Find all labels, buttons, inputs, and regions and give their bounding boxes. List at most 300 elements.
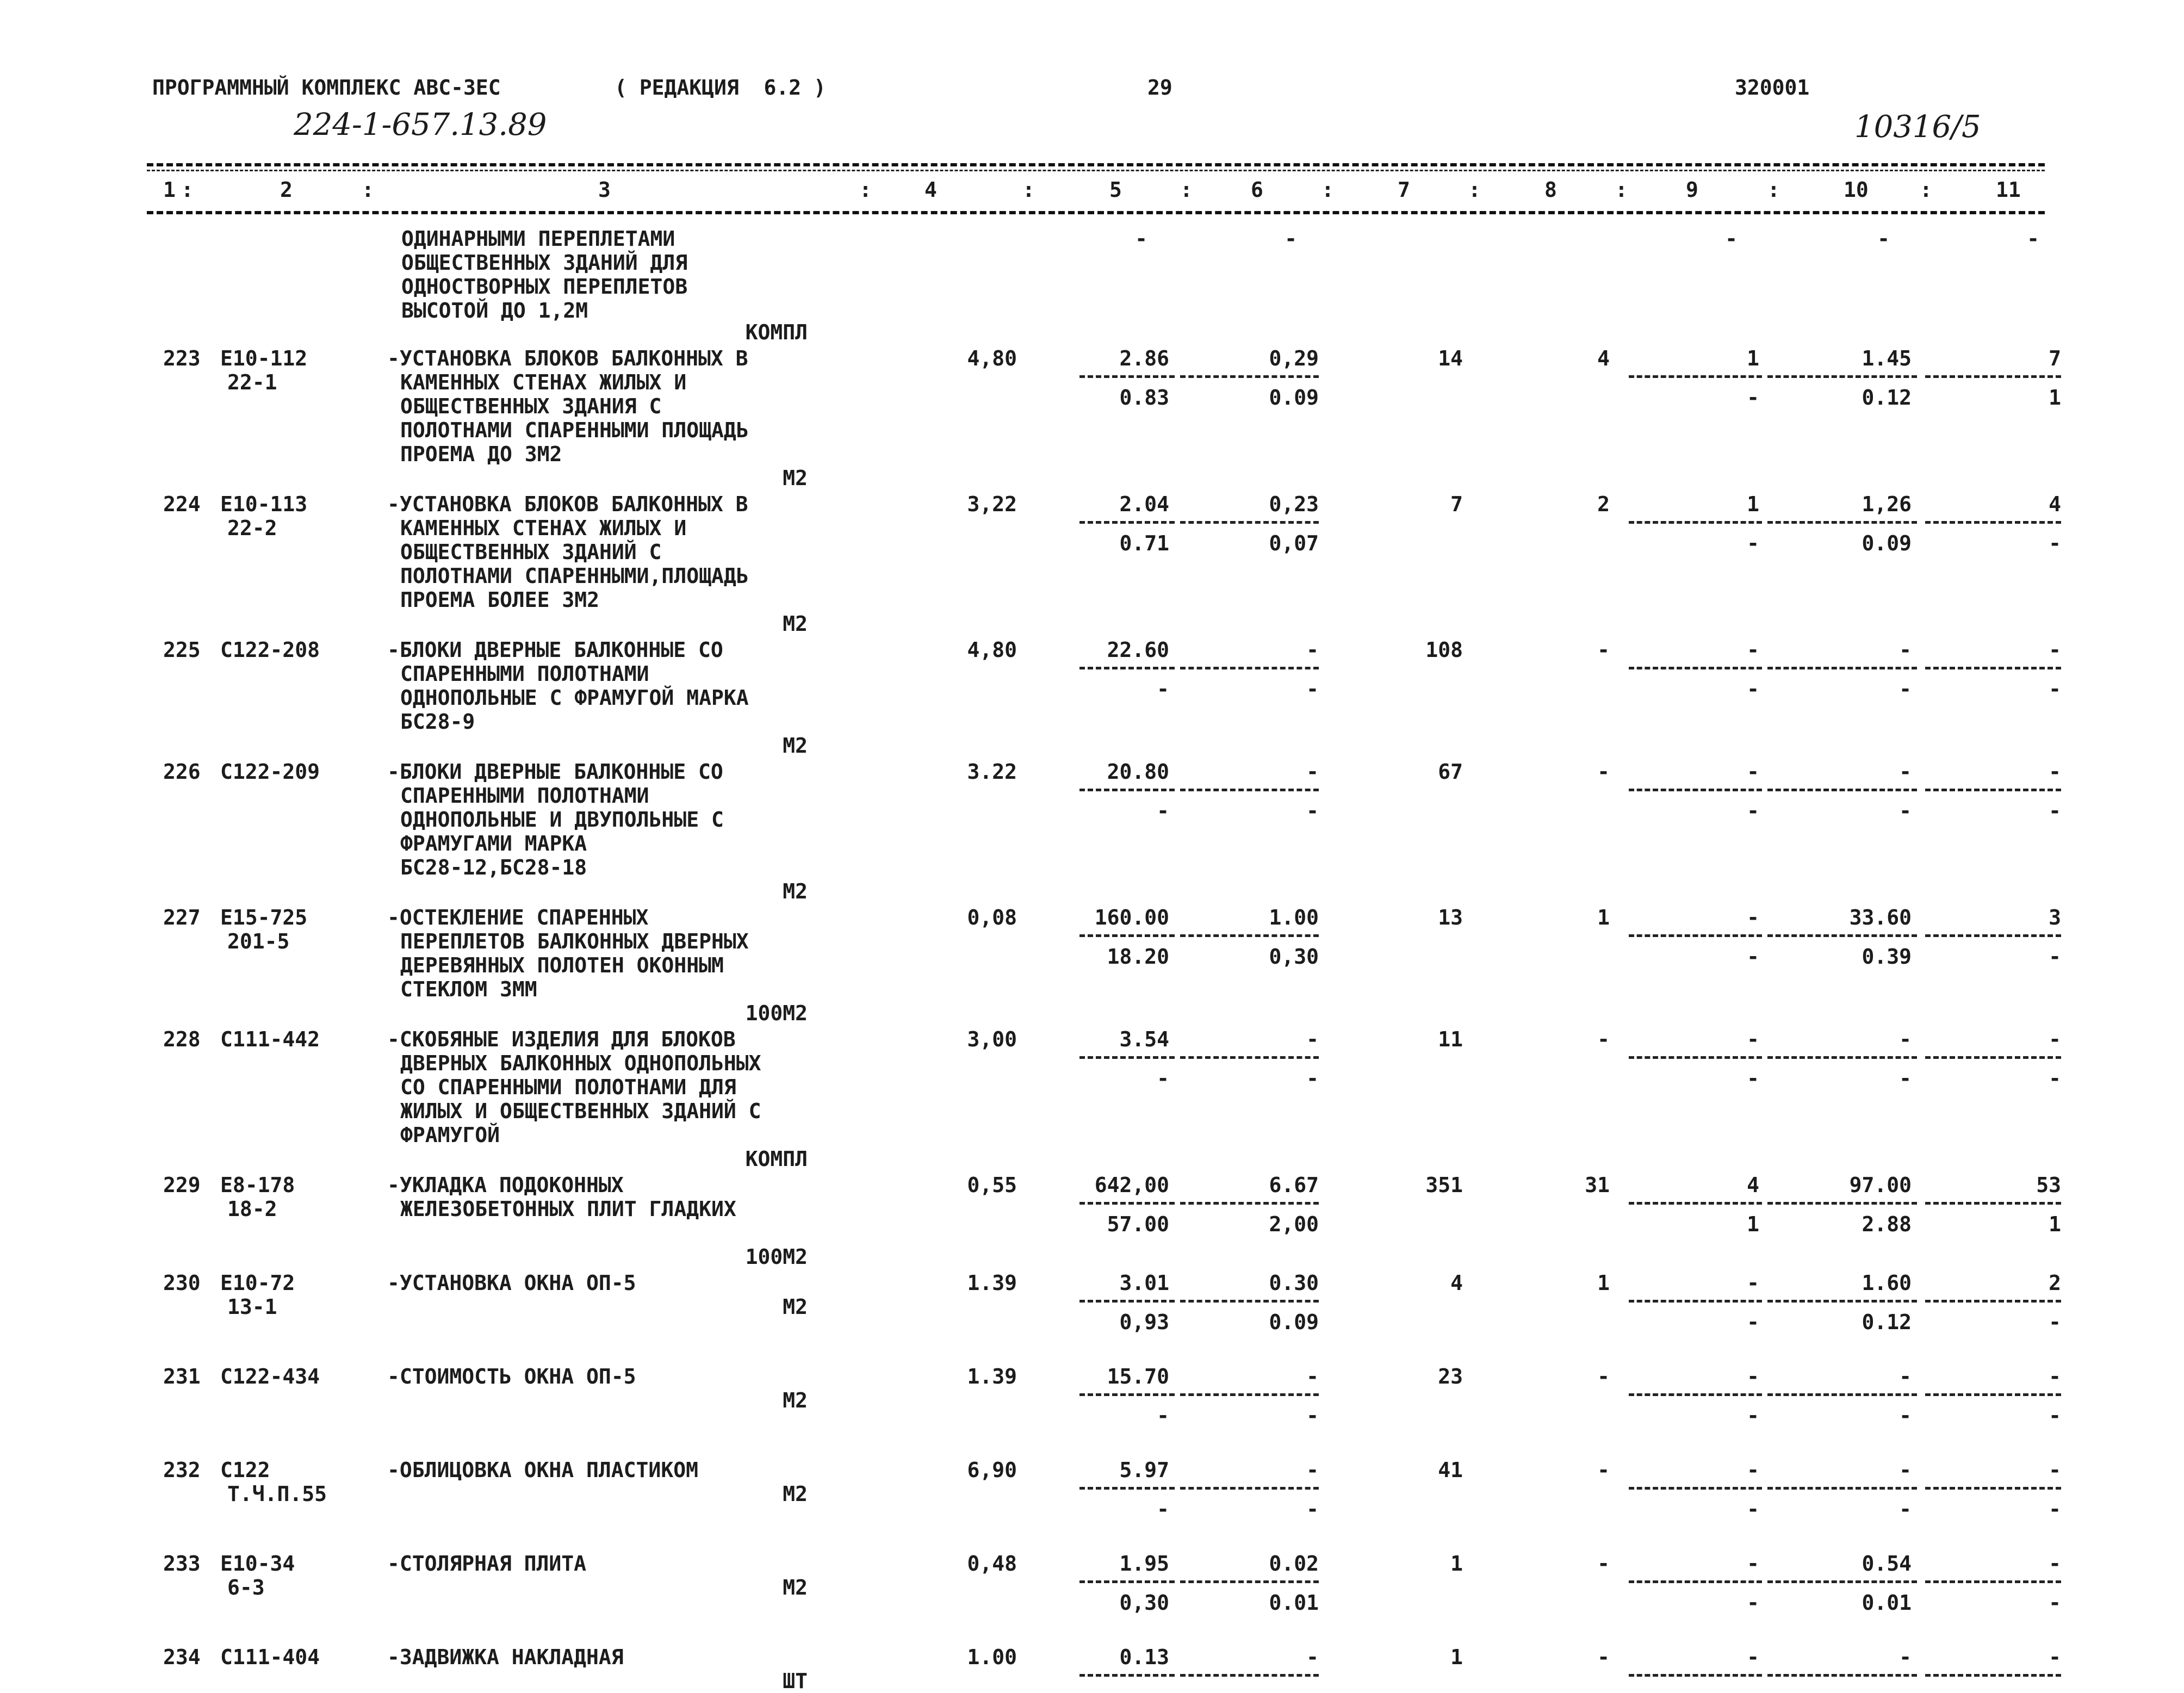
value-col-10b: - xyxy=(1899,677,1912,701)
row-number: 232 xyxy=(163,1458,201,1482)
fraction-line xyxy=(1767,1674,1917,1677)
fraction-line xyxy=(1629,1300,1762,1303)
value-col-4: 0,55 xyxy=(967,1173,1017,1197)
fraction-line xyxy=(1629,1674,1762,1677)
value-col-4: 1.39 xyxy=(967,1271,1017,1295)
row-number: 228 xyxy=(163,1027,201,1051)
fraction-line xyxy=(1180,1056,1319,1059)
description-line: ФРАМУГАМИ МАРКА xyxy=(400,832,587,855)
value-col-9b: - xyxy=(1747,531,1759,555)
description-line: -ОБЛИЦОВКА ОКНА ПЛАСТИКОМ xyxy=(387,1458,698,1482)
value-col-10: 33.60 xyxy=(1849,906,1912,929)
fraction-line xyxy=(1629,789,1762,791)
description-line: ПЕРЕПЛЕТОВ БАЛКОННЫХ ДВЕРНЫХ xyxy=(400,929,749,953)
column-separator: : xyxy=(1321,178,1334,202)
value-col-10: - xyxy=(1899,1458,1912,1482)
value-col-10b: 0.12 xyxy=(1862,386,1912,410)
value-col-8: - xyxy=(1597,1365,1610,1388)
fraction-line xyxy=(1079,375,1175,378)
value-col-9: - xyxy=(1747,638,1759,662)
fraction-line xyxy=(1079,667,1175,669)
value-col-6: 0,23 xyxy=(1269,492,1319,516)
rate-code-sub: 201-5 xyxy=(227,929,290,953)
rate-code: С122-208 xyxy=(220,638,320,662)
value-col-8: - xyxy=(1597,1552,1610,1576)
value-col-5: 2.86 xyxy=(1119,346,1169,370)
fraction-line xyxy=(1629,667,1762,669)
value-col-7: 4 xyxy=(1450,1271,1463,1295)
description-line: -ЗАДВИЖКА НАКЛАДНАЯ xyxy=(387,1645,624,1669)
value-col-6: - xyxy=(1306,1458,1319,1482)
unit-label: М2 xyxy=(783,1388,808,1412)
unit-label: М2 xyxy=(783,466,808,490)
value-col-5: 22.60 xyxy=(1107,638,1169,662)
value-col-11b: - xyxy=(2049,945,2061,969)
value-col-11: - xyxy=(2049,1365,2061,1388)
unit-label: М2 xyxy=(783,1576,808,1599)
value-col-6: - xyxy=(1306,1365,1319,1388)
unit-label: ШТ xyxy=(783,1669,808,1693)
column-number-5: 5 xyxy=(1109,178,1122,202)
value-col-6: 0.02 xyxy=(1269,1552,1319,1576)
top-rule-2 xyxy=(147,170,2045,171)
column-separator: : xyxy=(362,178,374,202)
value-col-4: 4,80 xyxy=(967,346,1017,370)
value-col-5b: - xyxy=(1157,677,1169,701)
value-col-9b: - xyxy=(1747,1497,1759,1521)
value-col-6b: 0.09 xyxy=(1269,386,1319,410)
value-col-5: 20.80 xyxy=(1107,760,1169,784)
value-col-9b: - xyxy=(1747,1310,1759,1334)
fraction-line xyxy=(1767,1487,1917,1490)
value-col-4: 4,80 xyxy=(967,638,1017,662)
fraction-line xyxy=(1079,789,1175,791)
value-col-6b: 0.01 xyxy=(1269,1591,1319,1615)
value-col-5b: - xyxy=(1157,1404,1169,1428)
fraction-line xyxy=(1767,1300,1917,1303)
column-separator: : xyxy=(1920,178,1932,202)
description-line: ОБЩЕСТВЕННЫХ ЗДАНИЯ С xyxy=(400,394,662,418)
value-col-5: 3.54 xyxy=(1119,1027,1169,1051)
value-col-11: - xyxy=(2049,760,2061,784)
rate-code-sub: 22-1 xyxy=(227,370,277,394)
value-col-10b: 2.88 xyxy=(1862,1212,1912,1236)
unit-label: 100М2 xyxy=(745,1001,808,1025)
value-col-10: 1,26 xyxy=(1862,492,1912,516)
value-col-7: 7 xyxy=(1450,492,1463,516)
value-col-11b: - xyxy=(2049,1310,2061,1334)
rate-code: Е15-725 xyxy=(220,906,308,929)
value-col-9b: - xyxy=(1747,677,1759,701)
description-line: -БЛОКИ ДВЕРНЫЕ БАЛКОННЫЕ СО xyxy=(387,638,723,662)
description-line: -УКЛАДКА ПОДОКОННЫХ xyxy=(387,1173,624,1197)
fraction-line xyxy=(1180,934,1319,937)
fraction-line xyxy=(1079,1202,1175,1205)
description-line: ПОЛОТНАМИ СПАРЕННЫМИ ПЛОЩАДЬ xyxy=(400,418,749,442)
value-col-8: 1 xyxy=(1597,906,1610,929)
fraction-line xyxy=(1629,1487,1762,1490)
column-separator: : xyxy=(1468,178,1481,202)
value-col-10: 97.00 xyxy=(1849,1173,1912,1197)
fraction-line xyxy=(1180,1202,1319,1205)
unit-label: М2 xyxy=(783,879,808,903)
fraction-line xyxy=(1629,1580,1762,1583)
description-line: ОДИНАРНЫМИ ПЕРЕПЛЕТАМИ xyxy=(401,227,675,251)
value-col-5b: 57.00 xyxy=(1107,1212,1169,1236)
value-col-9b: - xyxy=(1747,945,1759,969)
column-separator: : xyxy=(1615,178,1628,202)
fraction-line xyxy=(1079,1056,1175,1059)
fraction-line xyxy=(1079,1487,1175,1490)
value-col-9: - xyxy=(1747,760,1759,784)
description-line: ЖЕЛЕЗОБЕТОННЫХ ПЛИТ ГЛАДКИХ xyxy=(400,1197,736,1221)
value-col-5: 15.70 xyxy=(1107,1365,1169,1388)
description-line: ДЕРЕВЯННЫХ ПОЛОТЕН ОКОННЫМ xyxy=(400,953,724,977)
fraction-line xyxy=(1925,1674,2061,1677)
header-rule xyxy=(147,211,2045,214)
description-line: -УСТАНОВКА ОКНА ОП-5 xyxy=(387,1271,636,1295)
value-col-5: 2.04 xyxy=(1119,492,1169,516)
value-col-11: - xyxy=(2049,1027,2061,1051)
value-col-11: - xyxy=(2049,1645,2061,1669)
column-number-10: 10 xyxy=(1844,178,1869,202)
value-col-5b: - xyxy=(1157,1066,1169,1090)
description-line: ОБЩЕСТВЕННЫХ ЗДАНИЙ ДЛЯ xyxy=(401,251,688,275)
value-col-5b: - xyxy=(1157,799,1169,823)
value-col-5: 0.13 xyxy=(1119,1645,1169,1669)
fraction-line xyxy=(1180,521,1319,524)
fraction-line xyxy=(1767,667,1917,669)
fraction-line xyxy=(1629,1202,1762,1205)
intro-c5: - xyxy=(1135,227,1147,251)
handwritten-project-number: 224-1-657.13.89 xyxy=(294,107,547,142)
rate-code: С122 xyxy=(220,1458,270,1482)
value-col-4: 3.22 xyxy=(967,760,1017,784)
fraction-line xyxy=(1079,1674,1175,1677)
value-col-11: 2 xyxy=(2049,1271,2061,1295)
value-col-8: - xyxy=(1597,760,1610,784)
fraction-line xyxy=(1925,1487,2061,1490)
value-col-6b: - xyxy=(1306,799,1319,823)
unit-label: М2 xyxy=(783,1482,808,1506)
page-number: 29 xyxy=(1147,76,1172,100)
description-line: ПРОЕМА БОЛЕЕ 3М2 xyxy=(400,588,600,612)
rate-code: Е10-113 xyxy=(220,492,308,516)
unit-label: КОМПЛ xyxy=(745,320,808,344)
description-line: СО СПАРЕННЫМИ ПОЛОТНАМИ ДЛЯ xyxy=(400,1075,736,1099)
description-line: -УСТАНОВКА БЛОКОВ БАЛКОННЫХ В xyxy=(387,492,748,516)
value-col-5: 1.95 xyxy=(1119,1552,1169,1576)
top-rule xyxy=(147,163,2045,166)
value-col-11: 7 xyxy=(2049,346,2061,370)
fraction-line xyxy=(1767,521,1917,524)
value-col-6b: 2,00 xyxy=(1269,1212,1319,1236)
fraction-line xyxy=(1925,934,2061,937)
fraction-line xyxy=(1629,375,1762,378)
value-col-7: 1 xyxy=(1450,1552,1463,1576)
value-col-8: - xyxy=(1597,638,1610,662)
fraction-line xyxy=(1925,1300,2061,1303)
column-separator: : xyxy=(1022,178,1035,202)
value-col-6: - xyxy=(1306,760,1319,784)
value-col-10: - xyxy=(1899,638,1912,662)
fraction-line xyxy=(1629,1056,1762,1059)
edition-label: ( РЕДАКЦИЯ 6.2 ) xyxy=(615,76,826,100)
value-col-9b: - xyxy=(1747,1591,1759,1615)
value-col-11: 4 xyxy=(2049,492,2061,516)
description-line: ОДНОПОЛЬНЫЕ И ДВУПОЛЬНЫЕ С xyxy=(400,808,724,832)
value-col-5b: 0.83 xyxy=(1119,386,1169,410)
value-col-7: 23 xyxy=(1438,1365,1463,1388)
value-col-5: 642,00 xyxy=(1094,1173,1169,1197)
description-line: СТЕКЛОМ 3ММ xyxy=(400,977,537,1001)
value-col-5b: - xyxy=(1157,1497,1169,1521)
value-col-8: - xyxy=(1597,1458,1610,1482)
fraction-line xyxy=(1629,521,1762,524)
value-col-6b: - xyxy=(1306,1404,1319,1428)
fraction-line xyxy=(1925,1393,2061,1396)
fraction-line xyxy=(1925,375,2061,378)
description-line: БС28-9 xyxy=(400,710,475,734)
value-col-8: - xyxy=(1597,1027,1610,1051)
value-col-5: 3.01 xyxy=(1119,1271,1169,1295)
rate-code-sub: 13-1 xyxy=(227,1295,277,1319)
fraction-line xyxy=(1767,1393,1917,1396)
fraction-line xyxy=(1767,789,1917,791)
value-col-11b: - xyxy=(2049,531,2061,555)
description-line: ВЫСОТОЙ ДО 1,2М xyxy=(401,299,588,323)
value-col-6: - xyxy=(1306,1027,1319,1051)
row-number: 223 xyxy=(163,346,201,370)
rate-code: С122-434 xyxy=(220,1365,320,1388)
description-line: ПРОЕМА ДО 3М2 xyxy=(400,442,562,466)
fraction-line xyxy=(1629,1393,1762,1396)
description-line: ОДНОСТВОРНЫХ ПЕРЕПЛЕТОВ xyxy=(401,275,688,299)
value-col-10b: 0.39 xyxy=(1862,945,1912,969)
row-number: 231 xyxy=(163,1365,201,1388)
rate-code-sub: 18-2 xyxy=(227,1197,277,1221)
value-col-10b: 0.09 xyxy=(1862,531,1912,555)
value-col-5: 5.97 xyxy=(1119,1458,1169,1482)
description-line: -ОСТЕКЛЕНИЕ СПАРЕННЫХ xyxy=(387,906,649,929)
value-col-7: 13 xyxy=(1438,906,1463,929)
value-col-10b: 0.12 xyxy=(1862,1310,1912,1334)
value-col-4: 0,08 xyxy=(967,906,1017,929)
value-col-11b: 1 xyxy=(2049,1212,2061,1236)
value-col-11: 53 xyxy=(2036,1173,2061,1197)
value-col-10: - xyxy=(1899,1645,1912,1669)
description-line: -СКОБЯНЫЕ ИЗДЕЛИЯ ДЛЯ БЛОКОВ xyxy=(387,1027,736,1051)
row-number: 229 xyxy=(163,1173,201,1197)
value-col-10b: - xyxy=(1899,1404,1912,1428)
value-col-9: 1 xyxy=(1747,346,1759,370)
intro-c10: - xyxy=(1877,227,1890,251)
rate-code: С122-209 xyxy=(220,760,320,784)
column-number-4: 4 xyxy=(925,178,937,202)
row-number: 227 xyxy=(163,906,201,929)
value-col-11b: - xyxy=(2049,1066,2061,1090)
value-col-6: 6.67 xyxy=(1269,1173,1319,1197)
intro-c6: - xyxy=(1285,227,1297,251)
value-col-9: - xyxy=(1747,1645,1759,1669)
value-col-6b: - xyxy=(1306,1497,1319,1521)
column-number-6: 6 xyxy=(1251,178,1263,202)
value-col-4: 3,00 xyxy=(967,1027,1017,1051)
value-col-9: 4 xyxy=(1747,1173,1759,1197)
value-col-8: - xyxy=(1597,1645,1610,1669)
rate-code: Е8-178 xyxy=(220,1173,295,1197)
unit-label: М2 xyxy=(783,612,808,636)
fraction-line xyxy=(1079,934,1175,937)
description-line: ДВЕРНЫХ БАЛКОННЫХ ОДНОПОЛЬНЫХ xyxy=(400,1051,761,1075)
row-number: 230 xyxy=(163,1271,201,1295)
value-col-4: 1.00 xyxy=(967,1645,1017,1669)
row-number: 233 xyxy=(163,1552,201,1576)
value-col-10b: 0.01 xyxy=(1862,1591,1912,1615)
unit-label: 100М2 xyxy=(745,1245,808,1269)
value-col-10: 1.45 xyxy=(1862,346,1912,370)
column-number-11: 11 xyxy=(1996,178,2021,202)
unit-label: М2 xyxy=(783,734,808,758)
value-col-9: - xyxy=(1747,906,1759,929)
row-number: 226 xyxy=(163,760,201,784)
fraction-line xyxy=(1767,1580,1917,1583)
value-col-11: - xyxy=(2049,1552,2061,1576)
unit-label: КОМПЛ xyxy=(745,1147,808,1171)
value-col-4: 1.39 xyxy=(967,1365,1017,1388)
intro-c9: - xyxy=(1725,227,1738,251)
fraction-line xyxy=(1180,1580,1319,1583)
value-col-9b: - xyxy=(1747,799,1759,823)
value-col-9: - xyxy=(1747,1365,1759,1388)
description-line: СПАРЕННЫМИ ПОЛОТНАМИ xyxy=(400,784,649,808)
value-col-6: 0,29 xyxy=(1269,346,1319,370)
value-col-6b: - xyxy=(1306,1066,1319,1090)
value-col-9: - xyxy=(1747,1552,1759,1576)
fraction-line xyxy=(1925,1202,2061,1205)
rate-code: Е10-34 xyxy=(220,1552,295,1576)
description-line: ОБЩЕСТВЕННЫХ ЗДАНИЙ С xyxy=(400,540,662,564)
value-col-5b: 0.71 xyxy=(1119,531,1169,555)
value-col-11b: - xyxy=(2049,799,2061,823)
value-col-8: 31 xyxy=(1585,1173,1610,1197)
column-separator: : xyxy=(1180,178,1193,202)
value-col-9: - xyxy=(1747,1027,1759,1051)
value-col-10: - xyxy=(1899,1027,1912,1051)
value-col-10b: - xyxy=(1899,799,1912,823)
value-col-6: 0.30 xyxy=(1269,1271,1319,1295)
value-col-11: 3 xyxy=(2049,906,2061,929)
value-col-5: 160.00 xyxy=(1094,906,1169,929)
value-col-10: - xyxy=(1899,760,1912,784)
fraction-line xyxy=(1629,934,1762,937)
description-line: -СТОИМОСТЬ ОКНА ОП-5 xyxy=(387,1365,636,1388)
value-col-11b: - xyxy=(2049,677,2061,701)
value-col-6b: 0,07 xyxy=(1269,531,1319,555)
value-col-6b: 0,30 xyxy=(1269,945,1319,969)
value-col-11b: - xyxy=(2049,1404,2061,1428)
value-col-5b: 0,93 xyxy=(1119,1310,1169,1334)
rate-code: Е10-112 xyxy=(220,346,308,370)
fraction-line xyxy=(1925,1056,2061,1059)
value-col-10: 1.60 xyxy=(1862,1271,1912,1295)
fraction-line xyxy=(1925,521,2061,524)
column-separator: : xyxy=(859,178,872,202)
column-number-8: 8 xyxy=(1544,178,1557,202)
value-col-10: - xyxy=(1899,1365,1912,1388)
value-col-6b: 0.09 xyxy=(1269,1310,1319,1334)
description-line: -УСТАНОВКА БЛОКОВ БАЛКОННЫХ В xyxy=(387,346,748,370)
fraction-line xyxy=(1180,375,1319,378)
value-col-10b: - xyxy=(1899,1497,1912,1521)
rate-code: С111-442 xyxy=(220,1027,320,1051)
fraction-line xyxy=(1180,1487,1319,1490)
value-col-9b: - xyxy=(1747,1404,1759,1428)
value-col-9b: - xyxy=(1747,1066,1759,1090)
fraction-line xyxy=(1767,1202,1917,1205)
column-number-2: 2 xyxy=(280,178,293,202)
value-col-4: 3,22 xyxy=(967,492,1017,516)
row-number: 224 xyxy=(163,492,201,516)
rate-code-sub: 6-3 xyxy=(227,1576,265,1599)
value-col-9: 1 xyxy=(1747,492,1759,516)
fraction-line xyxy=(1079,521,1175,524)
value-col-7: 11 xyxy=(1438,1027,1463,1051)
value-col-9b: 1 xyxy=(1747,1212,1759,1236)
column-number-3: 3 xyxy=(598,178,611,202)
fraction-line xyxy=(1925,1580,2061,1583)
description-line: ПОЛОТНАМИ СПАРЕННЫМИ,ПЛОЩАДЬ xyxy=(400,564,749,588)
description-line: ЖИЛЫХ И ОБЩЕСТВЕННЫХ ЗДАНИЙ С xyxy=(400,1099,761,1123)
value-col-8: 2 xyxy=(1597,492,1610,516)
document-code: 320001 xyxy=(1735,76,1810,100)
description-line: БС28-12,БС28-18 xyxy=(400,855,587,879)
rate-code: С111-404 xyxy=(220,1645,320,1669)
value-col-5b: 18.20 xyxy=(1107,945,1169,969)
row-number: 225 xyxy=(163,638,201,662)
description-line: ФРАМУГОЙ xyxy=(400,1123,500,1147)
value-col-6: - xyxy=(1306,1645,1319,1669)
column-number-7: 7 xyxy=(1398,178,1410,202)
fraction-line xyxy=(1767,1056,1917,1059)
column-separator: : xyxy=(1767,178,1780,202)
description-line: ОДНОПОЛЬНЫЕ С ФРАМУГОЙ МАРКА xyxy=(400,686,749,710)
value-col-9: - xyxy=(1747,1271,1759,1295)
value-col-11b: - xyxy=(2049,1497,2061,1521)
value-col-7: 14 xyxy=(1438,346,1463,370)
column-number-1: 1 xyxy=(163,178,176,202)
fraction-line xyxy=(1180,1300,1319,1303)
fraction-line xyxy=(1767,375,1917,378)
value-col-7: 67 xyxy=(1438,760,1463,784)
column-number-9: 9 xyxy=(1686,178,1698,202)
handwritten-sheet-number: 10316/5 xyxy=(1854,109,1981,145)
value-col-6b: - xyxy=(1306,677,1319,701)
value-col-11: - xyxy=(2049,1458,2061,1482)
value-col-7: 1 xyxy=(1450,1645,1463,1669)
column-separator: : xyxy=(181,178,194,202)
value-col-5b: 0,30 xyxy=(1119,1591,1169,1615)
value-col-9b: - xyxy=(1747,386,1759,410)
value-col-11: - xyxy=(2049,638,2061,662)
fraction-line xyxy=(1180,789,1319,791)
row-number: 234 xyxy=(163,1645,201,1669)
description-line: КАМЕННЫХ СТЕНАХ ЖИЛЫХ И xyxy=(400,516,687,540)
value-col-7: 351 xyxy=(1425,1173,1463,1197)
fraction-line xyxy=(1925,667,2061,669)
value-col-11b: - xyxy=(2049,1591,2061,1615)
intro-c11: - xyxy=(2027,227,2039,251)
